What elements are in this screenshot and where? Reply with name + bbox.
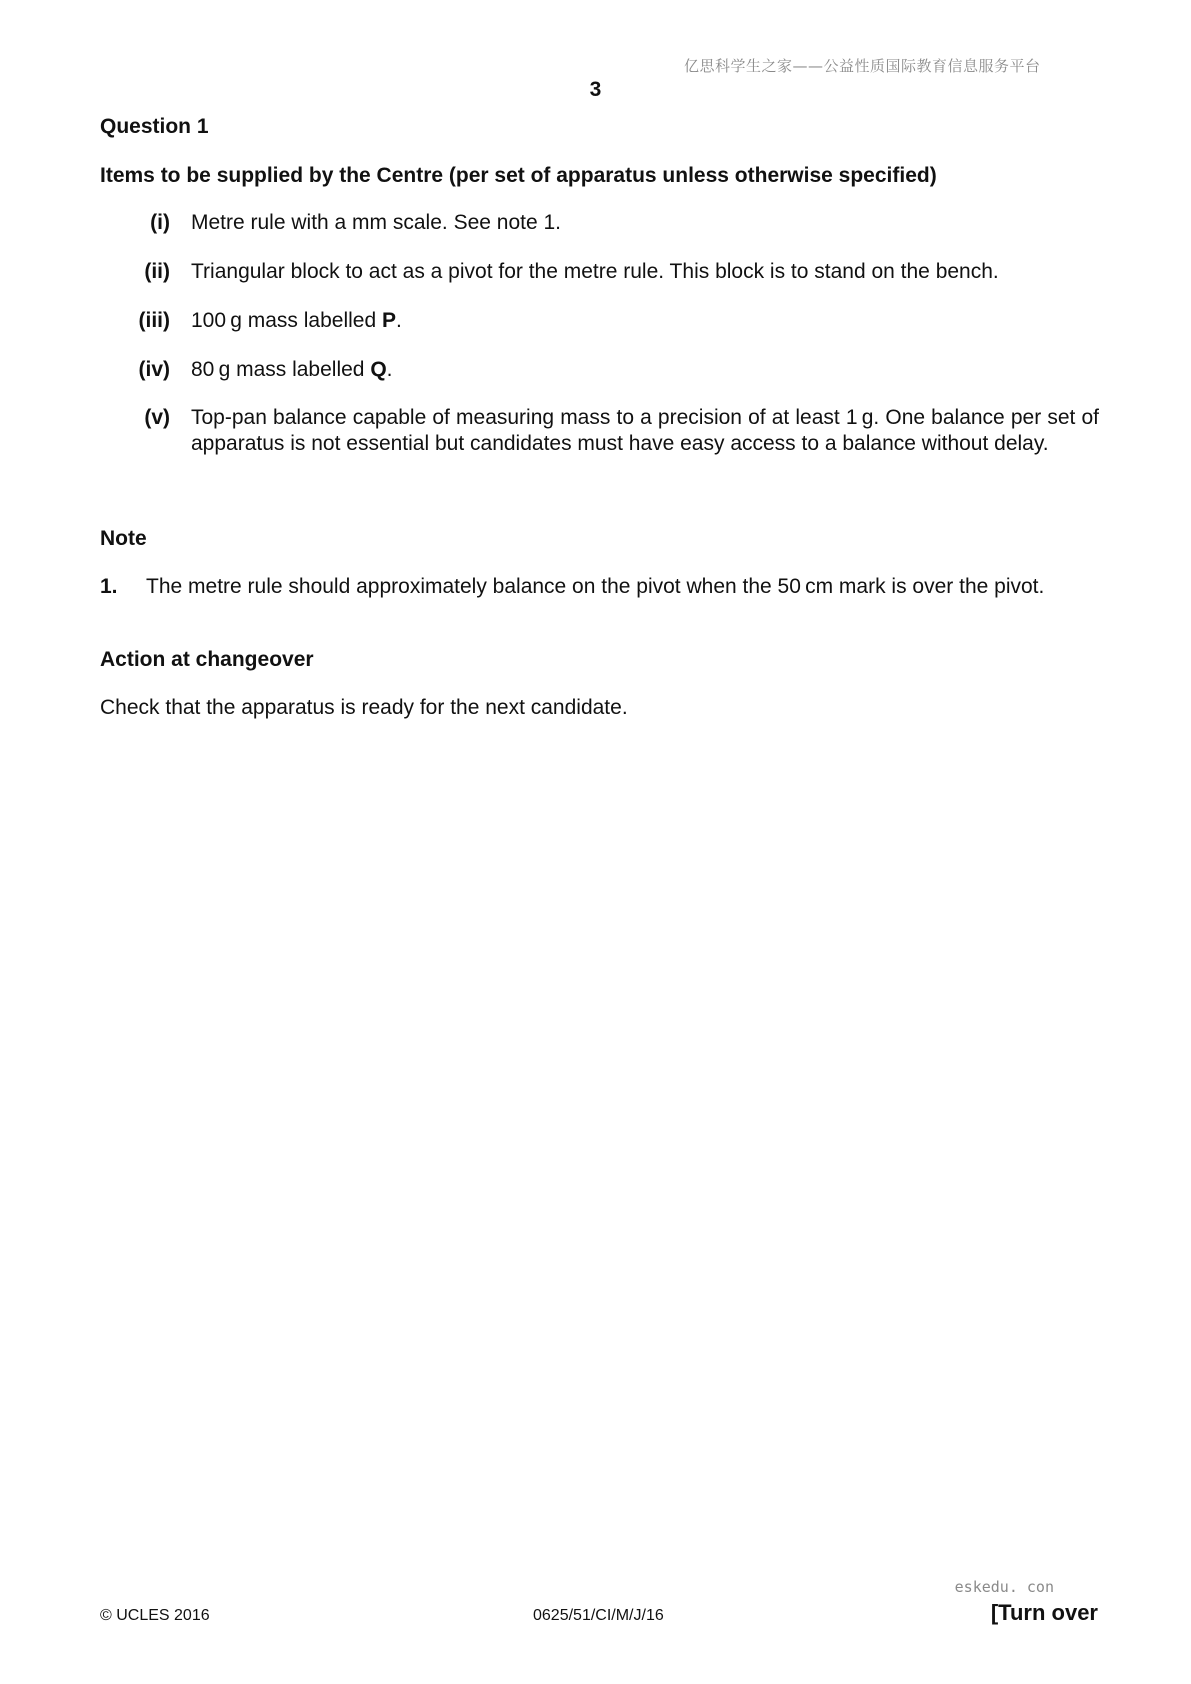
items-heading: Items to be supplied by the Centre (per set of apparatus unless otherwise specified) (100, 164, 937, 187)
item-text (191, 357, 1099, 383)
paper-code: 0625/51/CI/M/J/16 (533, 1607, 664, 1624)
item-number: (iv) (138, 358, 170, 381)
note-heading: Note (100, 527, 147, 550)
item-number: (ii) (144, 260, 170, 283)
note-number: 1. (100, 575, 118, 598)
item-number: (v) (144, 406, 170, 429)
item-text-before: 100 g mass labelled (191, 309, 382, 332)
mass-label-p: P (382, 309, 397, 332)
page-number: 3 (589, 78, 602, 101)
changeover-text: Check that the apparatus is ready for the next candidate. (100, 696, 628, 719)
item-text (191, 308, 1099, 334)
turn-over: [Turn over (990, 1600, 1098, 1625)
item-number: (iii) (138, 309, 170, 332)
item-text-after: . (396, 309, 402, 332)
item-text: Triangular block to act as a pivot for the metre rule. This block is to stand on the bench. (191, 260, 999, 283)
note-text: The metre rule should approximately balance on the pivot when the 50 cm mark is over the pivot. (146, 575, 1045, 598)
question-title: Question 1 (100, 115, 209, 138)
header-watermark: 亿思科学生之家——公益性质国际教育信息服务平台 (684, 57, 1041, 75)
bottom-watermark: eskedu. con (954, 1578, 1054, 1596)
copyright: © UCLES 2016 (100, 1607, 210, 1624)
item-number: (i) (150, 211, 170, 234)
item-text-before: 80 g mass labelled (191, 358, 371, 381)
changeover-heading: Action at changeover (100, 648, 314, 671)
item-text: Top-pan balance capable of measuring mass to a precision of at least 1 g. One balance per set of apparatus is not essential but candidates must have easy access to a balance without delay. (191, 406, 1099, 455)
item-text: Metre rule with a mm scale. See note 1. (191, 211, 561, 234)
item-text-after: . (386, 358, 393, 381)
mass-label-q: Q (370, 358, 387, 381)
